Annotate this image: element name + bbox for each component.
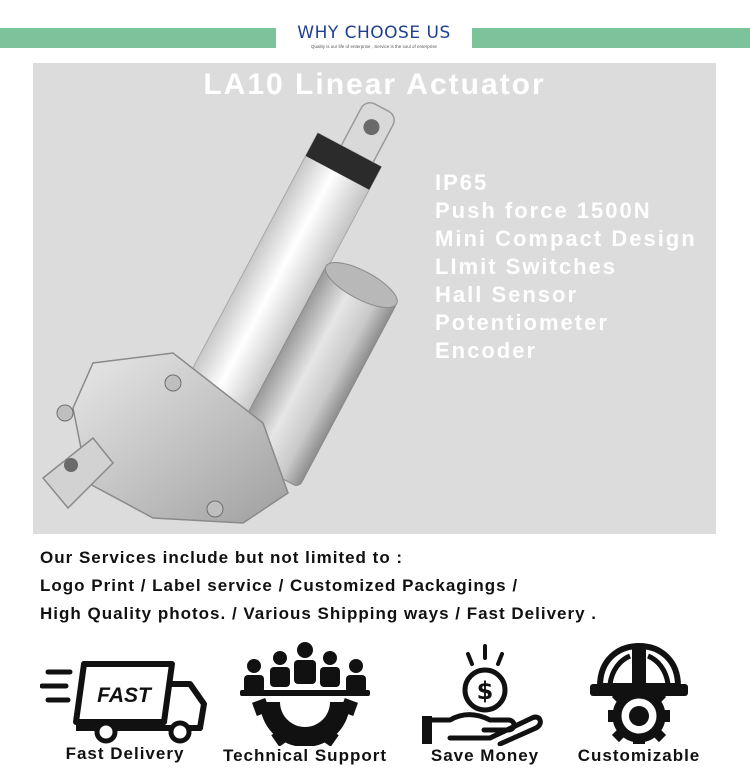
- product-title: LA10 Linear Actuator: [203, 68, 546, 101]
- dollar-sign-text: $: [476, 677, 494, 705]
- feature-item: Hall Sensor: [435, 282, 579, 307]
- banner-title: WHY CHOOSE US: [297, 23, 451, 43]
- product-feature-list: [435, 169, 697, 365]
- feature-item: Push force 1500N: [435, 198, 652, 223]
- services-line: Logo Print / Label service / Customized Packagings /: [40, 576, 519, 595]
- feature-item: LImit Switches: [435, 254, 618, 279]
- feature-item: Mini Compact Design: [435, 226, 697, 251]
- feature-item: Encoder: [435, 338, 538, 363]
- services-text: [40, 544, 720, 628]
- feature-icons-row: [0, 640, 750, 780]
- banner-box: [276, 18, 472, 52]
- fast-truck-icon: [40, 640, 210, 744]
- team-gear-icon: [214, 640, 396, 746]
- feature-customizable: [568, 640, 710, 766]
- feature-label: Technical Support: [222, 746, 388, 765]
- money-hand-icon: [420, 640, 550, 746]
- services-heading: Our Services include but not limited to :: [40, 548, 404, 567]
- feature-label: Save Money: [430, 746, 540, 765]
- feature-save-money: [420, 640, 550, 766]
- feature-label: Fast Delivery: [65, 744, 185, 763]
- fast-badge-text: FAST: [97, 684, 151, 707]
- banner-subtitle: Quality is our life of enterprise , Service is the soul of enterprise: [310, 44, 438, 49]
- feature-technical-support: [214, 640, 396, 766]
- feature-fast-delivery: [40, 640, 210, 764]
- services-line: High Quality photos. / Various Shipping ways / Fast Delivery .: [40, 604, 597, 623]
- product-panel: [33, 63, 716, 534]
- feature-item: IP65: [435, 170, 489, 195]
- feature-item: Potentiometer: [435, 310, 609, 335]
- hardhat-gear-icon: [568, 640, 710, 746]
- feature-label: Customizable: [577, 746, 701, 765]
